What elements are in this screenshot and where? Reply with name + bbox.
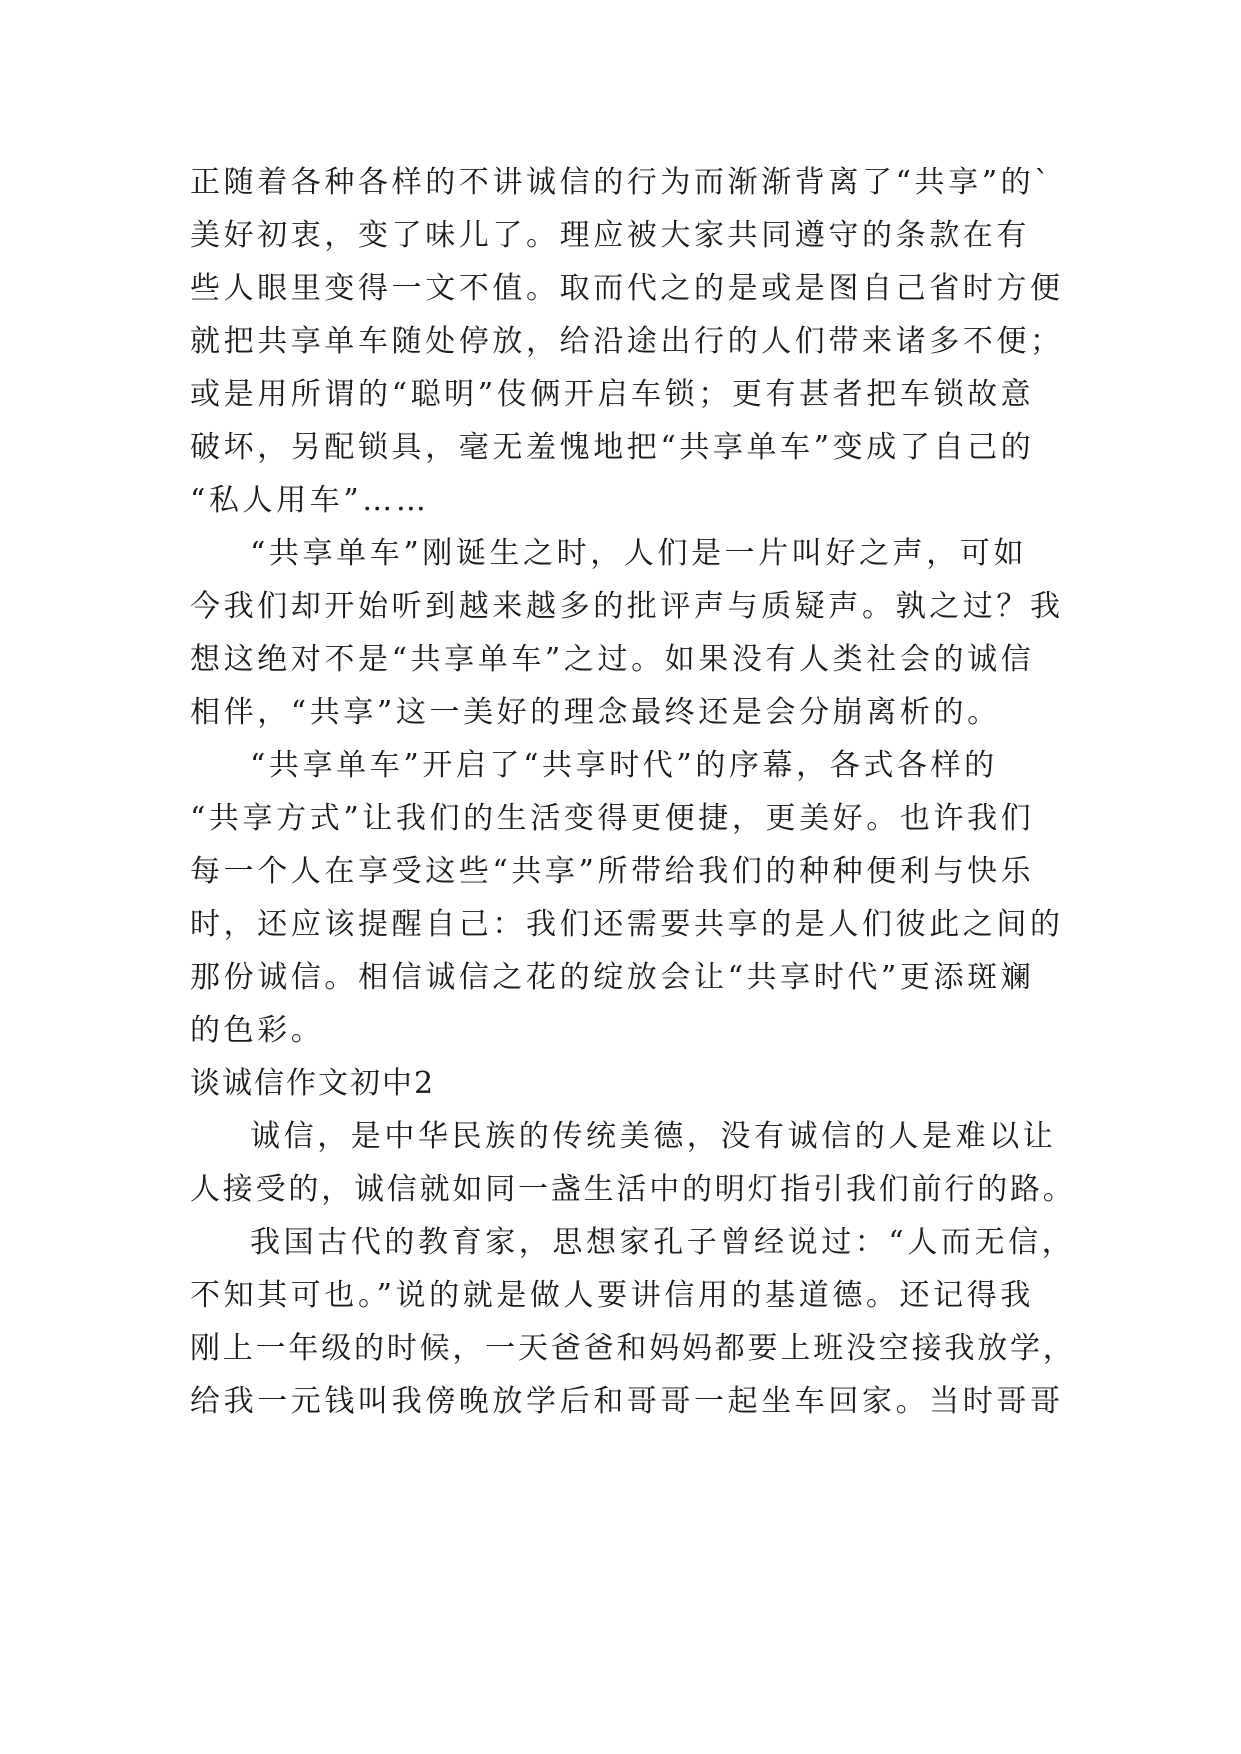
- text-line: 些人眼里变得一文不值。取而代之的是或是图自己省时方便: [190, 271, 1064, 306]
- text-line: 不知其可也。”说的就是做人要讲信用的基道德。还记得我: [190, 1278, 1034, 1313]
- text-line: 人接受的，诚信就如同一盏生活中的明灯指引我们前行的路。: [190, 1172, 1076, 1207]
- text-line: 今我们却开始听到越来越多的批评声与质疑声。孰之过？我: [190, 589, 1064, 624]
- text-line: 的色彩。: [190, 1013, 325, 1048]
- text-line: 就把共享单车随处停放，给沿途出行的人们带来诸多不便；: [190, 324, 1064, 359]
- text-line: 美好初衷，变了味儿了。理应被大家共同遵守的条款在有: [190, 218, 1030, 253]
- paragraph-first-line: “共享单车”刚诞生之时，人们是一片叫好之声，可如: [250, 536, 1028, 571]
- text-line: 给我一元钱叫我傍晚放学后和哥哥一起坐车回家。当时哥哥: [190, 1384, 1064, 1419]
- paragraph-first-line: 我国古代的教育家，思想家孔子曾经说过：“人而无信，: [250, 1225, 1076, 1260]
- section-heading: 谈诚信作文初中2: [190, 1066, 436, 1101]
- text-line: “私人用车”……: [190, 483, 430, 518]
- text-line: 相伴，“共享”这一美好的理念最终还是会分崩离析的。: [190, 695, 1001, 730]
- paragraph-first-line: 诚信，是中华民族的传统美德，没有诚信的人是难以让: [250, 1119, 1057, 1154]
- paragraph-first-line: “共享单车”开启了“共享时代”的序幕，各式各样的: [250, 748, 998, 783]
- text-line: 刚上一年级的时候，一天爸爸和妈妈都要上班没空接我放学，: [190, 1331, 1076, 1366]
- text-line: 每一个人在享受这些“共享”所带给我们的种种便利与快乐: [190, 854, 1035, 889]
- text-line: 那份诚信。相信诚信之花的绽放会让“共享时代”更添斑斓: [190, 960, 1035, 995]
- text-line: “共享方式”让我们的生活变得更便捷，更美好。也许我们: [190, 801, 1035, 836]
- text-line: 想这绝对不是“共享单车”之过。如果没有人类社会的诚信: [190, 642, 1035, 677]
- text-line: 时，还应该提醒自己：我们还需要共享的是人们彼此之间的: [190, 907, 1064, 942]
- text-line: 正随着各种各样的不讲诚信的行为而渐渐背离了“共享”的`: [190, 165, 1053, 200]
- text-line: 或是用所谓的“聪明”伎俩开启车锁；更有甚者把车锁故意: [190, 377, 1035, 412]
- text-line: 破坏，另配锁具，毫无羞愧地把“共享单车”变成了自己的: [190, 430, 1035, 465]
